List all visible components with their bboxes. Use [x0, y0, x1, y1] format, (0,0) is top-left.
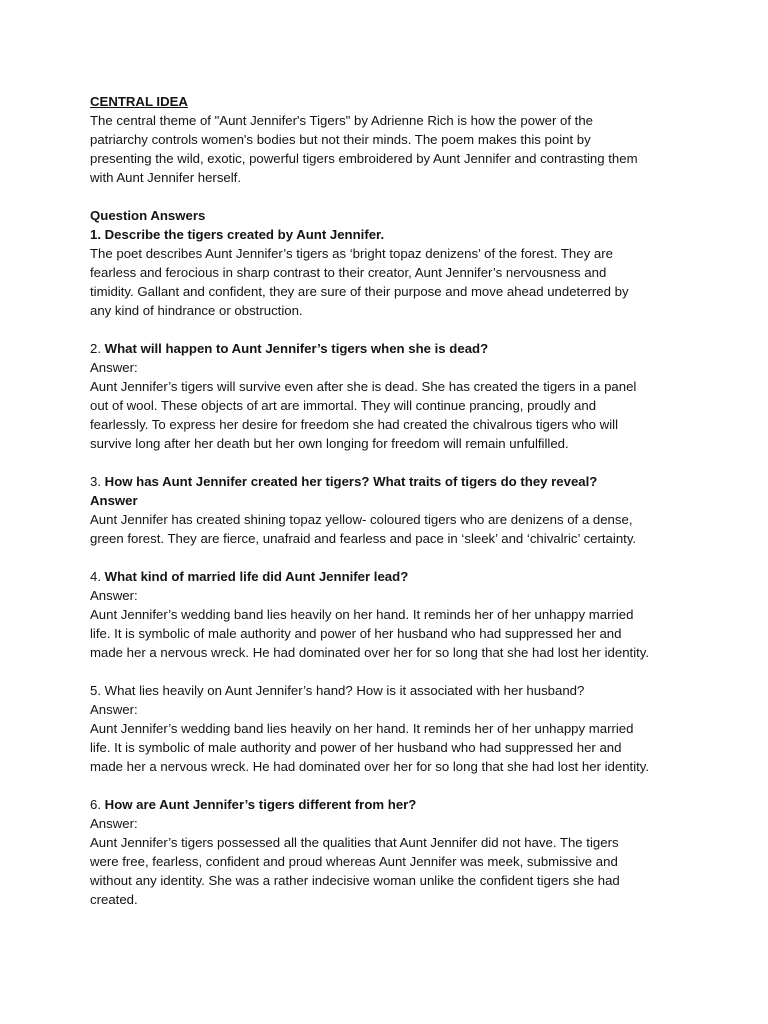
question-4 — [90, 567, 690, 586]
central-idea-line: The central theme of "Aunt Jennifer's Tigers" by Adrienne Rich is how the power of the — [90, 113, 594, 128]
spacer — [90, 776, 690, 795]
question-6-number: 6. — [90, 797, 105, 812]
spacer — [90, 662, 690, 681]
question-6-text: How are Aunt Jennifer’s tigers different from her? — [104, 797, 417, 812]
answer-1-line: any kind of hindrance or obstruction. — [90, 303, 303, 318]
question-3 — [90, 472, 690, 491]
answer-3-label: Answer — [90, 493, 138, 508]
answer-3-line: green forest. They are fierce, unafraid and fearless and pace in ‘sleek’ and ‘chivalric’ certainty. — [90, 531, 637, 546]
question-3-number: 3. — [90, 474, 105, 489]
answer-2-label: Answer: — [90, 360, 138, 375]
question-5: 5. What lies heavily on Aunt Jennifer’s hand? How is it associated with her husband? — [90, 683, 585, 698]
answer-5-line: made her a nervous wreck. He had dominated over her for so long that she had lost her identity. — [90, 759, 650, 774]
answer-4-label: Answer: — [90, 588, 138, 603]
answer-2-line: survive long after her death but her own longing for freedom will remain unfulfilled. — [90, 436, 569, 451]
answer-1-line: fearless and ferocious in sharp contrast to their creator, Aunt Jennifer’s nervousness and — [90, 265, 607, 280]
answer-2-line: Aunt Jennifer’s tigers will survive even after she is dead. She has created the tigers in a panel — [90, 379, 637, 394]
central-idea-heading: CENTRAL IDEA — [90, 94, 188, 109]
answer-6-line: were free, fearless, confident and proud whereas Aunt Jennifer was meek, submissive and — [90, 854, 618, 869]
answer-4-line: life. It is symbolic of male authority and power of her husband who had suppressed her and — [90, 626, 622, 641]
question-answers-heading: Question Answers — [90, 208, 206, 223]
answer-5-label: Answer: — [90, 702, 138, 717]
answer-2-line: out of wool. These objects of art are immortal. They will continue prancing, proudly and — [90, 398, 597, 413]
question-2 — [90, 339, 690, 358]
spacer — [90, 320, 690, 339]
spacer — [90, 548, 690, 567]
question-4-number: 4. — [90, 569, 105, 584]
answer-5-line: Aunt Jennifer’s wedding band lies heavily on her hand. It reminds her of her unhappy married — [90, 721, 634, 736]
central-idea-line: presenting the wild, exotic, powerful tigers embroidered by Aunt Jennifer and contrasting them — [90, 151, 638, 166]
question-4-text: What kind of married life did Aunt Jennifer lead? — [104, 569, 409, 584]
question-2-number: 2. — [90, 341, 105, 356]
central-idea-line: with Aunt Jennifer herself. — [90, 170, 242, 185]
answer-1-line: The poet describes Aunt Jennifer’s tigers as ‘bright topaz denizens’ of the forest. They are — [90, 246, 613, 261]
question-6 — [90, 795, 690, 814]
spacer — [90, 187, 690, 206]
question-3-text: How has Aunt Jennifer created her tigers? What traits of tigers do they reveal? — [104, 474, 598, 489]
question-2-text: What will happen to Aunt Jennifer’s tigers when she is dead? — [104, 341, 489, 356]
answer-4-line: made her a nervous wreck. He had dominated over her for so long that she had lost her identity. — [90, 645, 650, 660]
document-page — [90, 92, 690, 909]
answer-6-label: Answer: — [90, 816, 138, 831]
answer-6-line: without any identity. She was a rather indecisive woman unlike the confident tigers she had — [90, 873, 620, 888]
spacer — [90, 453, 690, 472]
answer-4-line: Aunt Jennifer’s wedding band lies heavily on her hand. It reminds her of her unhappy married — [90, 607, 634, 622]
answer-6-line: created. — [90, 892, 138, 907]
answer-2-line: fearlessly. To express her desire for freedom she had created the chivalrous tigers who will — [90, 417, 618, 432]
answer-3-line: Aunt Jennifer has created shining topaz yellow- coloured tigers who are denizens of a dense, — [90, 512, 633, 527]
question-1: 1. Describe the tigers created by Aunt Jennifer. — [90, 227, 385, 242]
answer-5-line: life. It is symbolic of male authority and power of her husband who had suppressed her and — [90, 740, 622, 755]
central-idea-line: patriarchy controls women's bodies but not their minds. The poem makes this point by — [90, 132, 591, 147]
answer-6-line: Aunt Jennifer’s tigers possessed all the qualities that Aunt Jennifer did not have. The tigers — [90, 835, 619, 850]
answer-1-line: timidity. Gallant and confident, they are sure of their purpose and move ahead undeterred by — [90, 284, 629, 299]
